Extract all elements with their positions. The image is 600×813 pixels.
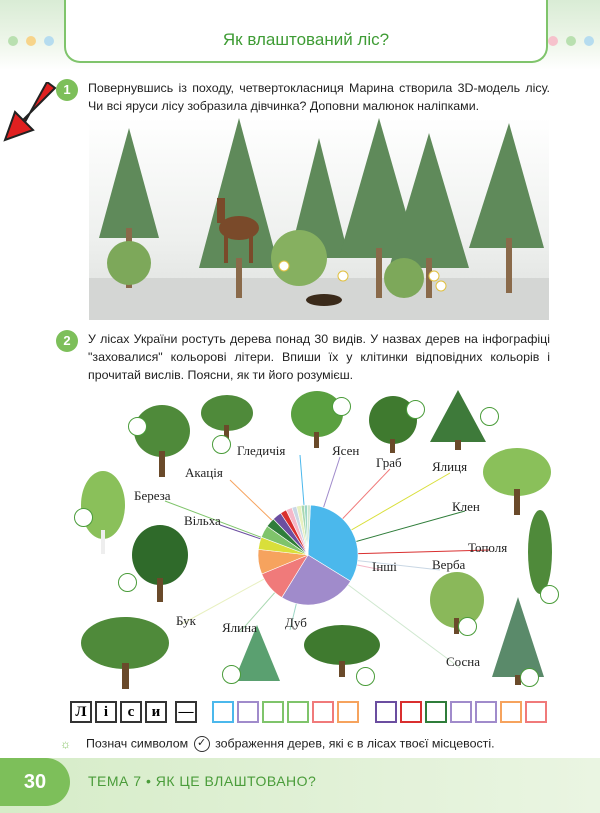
- footer-topic: ТЕМА 7 • ЯК ЦЕ ВЛАШТОВАНО?: [88, 773, 317, 789]
- task2-text: У лісах України ростуть дерева понад 30 видів. У назвах дерев на інфографіці "заховалися" кольорові літери. Впиши їх у клітинки відповідних кольорів і прочитай вислів. Поясни, як ти його розумієш.: [88, 332, 550, 382]
- task1-text: Повернувшись із походу, четвертокласниця Марина створила 3D-модель лісу. Чи всі яруси лісу зобразила дівчинка? Доповни малюнок наліпками.: [88, 81, 550, 113]
- tree-icon: [482, 447, 552, 517]
- page-number: 30: [0, 758, 70, 806]
- label-klen: Клен: [452, 499, 480, 514]
- answer-cell[interactable]: [425, 701, 447, 723]
- label-dub: Дуб: [285, 615, 307, 630]
- answer-cell[interactable]: [525, 701, 547, 723]
- label-yasen: Ясен: [332, 443, 360, 458]
- answer-cell[interactable]: [450, 701, 472, 723]
- note-suffix: зображення дерев, які є в лісах твоєї місцевості.: [215, 736, 495, 751]
- check-circle[interactable]: [222, 665, 241, 684]
- conifer-icon: [428, 390, 488, 450]
- note: [86, 736, 495, 752]
- label-sosna: Сосна: [446, 654, 480, 669]
- label-topolia: Тополя: [468, 540, 508, 555]
- check-circle[interactable]: [356, 667, 375, 686]
- answer-cell[interactable]: [237, 701, 259, 723]
- task-number: 2: [56, 330, 78, 352]
- answer-cell[interactable]: [287, 701, 309, 723]
- check-circle[interactable]: [458, 617, 477, 636]
- tree-infographic: [70, 385, 570, 695]
- check-circle[interactable]: [128, 417, 147, 436]
- answer-cell[interactable]: [400, 701, 422, 723]
- label-buk: Бук: [176, 613, 196, 628]
- check-circle[interactable]: [480, 407, 499, 426]
- answer-cell[interactable]: [500, 701, 522, 723]
- forest-3d-model-image: [89, 118, 549, 320]
- answer-letter: Л: [70, 701, 92, 723]
- label-vilkha: Вільха: [184, 513, 221, 528]
- page-title: Як влаштований ліс?: [222, 30, 390, 49]
- answer-letter: с: [120, 701, 142, 723]
- tree-icon: [200, 393, 255, 443]
- check-circle[interactable]: [406, 400, 425, 419]
- tree-icon: [132, 403, 192, 478]
- willow-icon: [428, 570, 486, 635]
- label-akatsiia: Акація: [185, 465, 223, 480]
- answer-cell[interactable]: [337, 701, 359, 723]
- label-yalytsia: Ялиця: [432, 459, 468, 474]
- check-circle[interactable]: [540, 585, 559, 604]
- task-number: 1: [56, 79, 78, 101]
- label-inshi: Інші: [372, 559, 397, 574]
- label-hledychiia: Гледичія: [237, 443, 286, 458]
- sun-icon: ☼: [60, 737, 71, 751]
- check-circle[interactable]: [118, 573, 137, 592]
- check-circle[interactable]: [212, 435, 231, 454]
- tree-icon: [80, 615, 170, 690]
- answer-cell[interactable]: [212, 701, 234, 723]
- answer-cell[interactable]: [475, 701, 497, 723]
- answer-cell[interactable]: [312, 701, 334, 723]
- answer-dash: —: [175, 701, 197, 723]
- conifer-icon: [488, 597, 548, 687]
- check-symbol-icon: ✓: [194, 736, 210, 752]
- answer-cell[interactable]: [262, 701, 284, 723]
- red-arrow-icon: [3, 82, 57, 142]
- label-hrab: Граб: [376, 455, 402, 470]
- label-yalyna: Ялина: [222, 620, 257, 635]
- check-circle[interactable]: [332, 397, 351, 416]
- answer-cell[interactable]: [375, 701, 397, 723]
- tree-icon: [130, 523, 190, 603]
- answer-letter: и: [145, 701, 167, 723]
- label-verba: Верба: [432, 557, 466, 572]
- note-prefix: Познач символом: [86, 736, 189, 751]
- check-circle[interactable]: [520, 668, 539, 687]
- check-circle[interactable]: [74, 508, 93, 527]
- answer-letter: і: [95, 701, 117, 723]
- label-bereza: Береза: [134, 488, 171, 503]
